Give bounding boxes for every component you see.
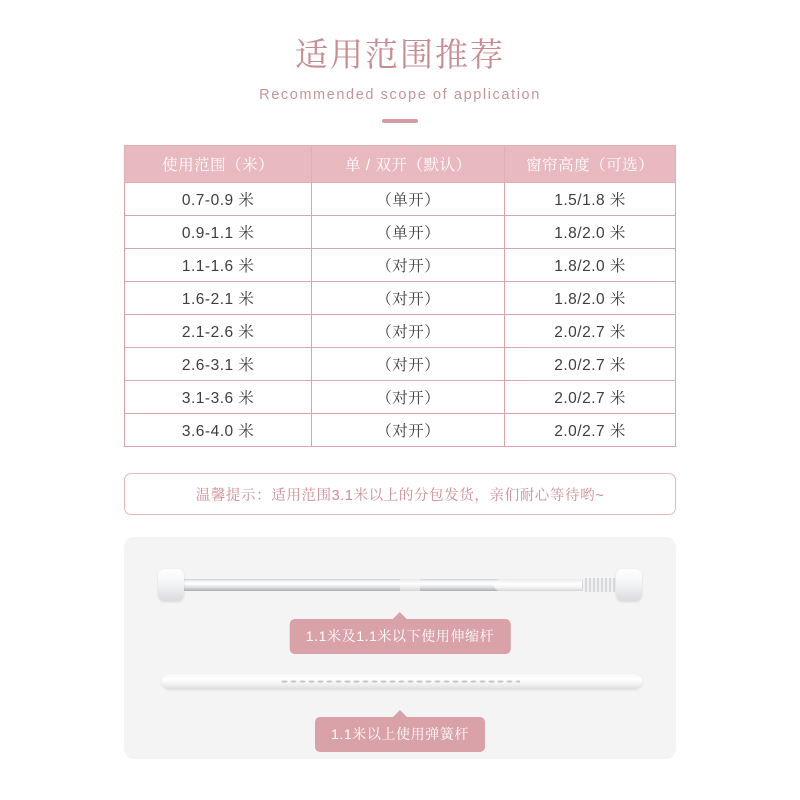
telescopic-rod-cap-left: [158, 569, 184, 601]
spec-table-wrapper: [124, 145, 676, 447]
cell-open-type: （对开）: [312, 249, 505, 282]
cell-range: 2.1-2.6 米: [125, 315, 312, 348]
table-header-row: [125, 146, 676, 183]
telescopic-rod-joint: [400, 579, 420, 591]
telescopic-rod-label-text: 1.1米及1.1米以下使用伸缩杆: [305, 628, 495, 645]
product-illustration-panel: [124, 537, 676, 759]
page-title: 适用范围推荐: [295, 36, 505, 73]
cell-height: 1.8/2.0 米: [505, 216, 676, 249]
spring-rod-label: [315, 717, 485, 752]
tag-arrow-icon: [393, 710, 407, 717]
table-row: [125, 183, 676, 216]
cell-range: 3.1-3.6 米: [125, 381, 312, 414]
cell-range: 0.7-0.9 米: [125, 183, 312, 216]
telescopic-rod-outer-tube: [494, 579, 590, 591]
cell-range: 1.6-2.1 米: [125, 282, 312, 315]
spring-rod-label-text: 1.1米以上使用弹簧杆: [330, 726, 470, 743]
spec-table: [124, 145, 676, 447]
page-subtitle: Recommended scope of application: [259, 87, 541, 104]
telescopic-rod-cap-right: [616, 569, 642, 601]
notice-text: 温馨提示：适用范围3.1米以上的分包发货，亲们耐心等待哟~: [195, 487, 605, 504]
column-header-height: 窗帘高度（可选）: [505, 146, 676, 183]
cell-open-type: （对开）: [312, 381, 505, 414]
cell-range: 3.6-4.0 米: [125, 414, 312, 447]
cell-open-type: （对开）: [312, 315, 505, 348]
tag-arrow-icon: [393, 612, 407, 619]
table-row: [125, 381, 676, 414]
cell-open-type: （单开）: [312, 183, 505, 216]
table-row: [125, 249, 676, 282]
cell-open-type: （对开）: [312, 414, 505, 447]
cell-height: 2.0/2.7 米: [505, 414, 676, 447]
page-header: [0, 0, 800, 123]
column-header-open-type: 单 / 双开（默认）: [312, 146, 505, 183]
table-body: [125, 183, 676, 447]
table-row: [125, 315, 676, 348]
cell-height: 2.0/2.7 米: [505, 381, 676, 414]
spring-rod-perforations: [280, 680, 520, 683]
title-divider: [382, 119, 418, 123]
table-row: [125, 348, 676, 381]
table-row: [125, 282, 676, 315]
table-header: [125, 146, 676, 183]
cell-height: 2.0/2.7 米: [505, 348, 676, 381]
cell-range: 1.1-1.6 米: [125, 249, 312, 282]
cell-height: 1.5/1.8 米: [505, 183, 676, 216]
spring-rod-image: [162, 669, 642, 693]
telescopic-rod-thread: [582, 578, 618, 592]
cell-open-type: （对开）: [312, 348, 505, 381]
cell-range: 2.6-3.1 米: [125, 348, 312, 381]
cell-height: 2.0/2.7 米: [505, 315, 676, 348]
cell-open-type: （单开）: [312, 216, 505, 249]
telescopic-rod-image: [152, 567, 648, 603]
cell-range: 0.9-1.1 米: [125, 216, 312, 249]
column-header-range: 使用范围（米）: [125, 146, 312, 183]
cell-height: 1.8/2.0 米: [505, 282, 676, 315]
cell-open-type: （对开）: [312, 282, 505, 315]
telescopic-rod-label: [290, 619, 511, 654]
cell-height: 1.8/2.0 米: [505, 249, 676, 282]
table-row: [125, 414, 676, 447]
notice-banner: [124, 473, 676, 515]
table-row: [125, 216, 676, 249]
